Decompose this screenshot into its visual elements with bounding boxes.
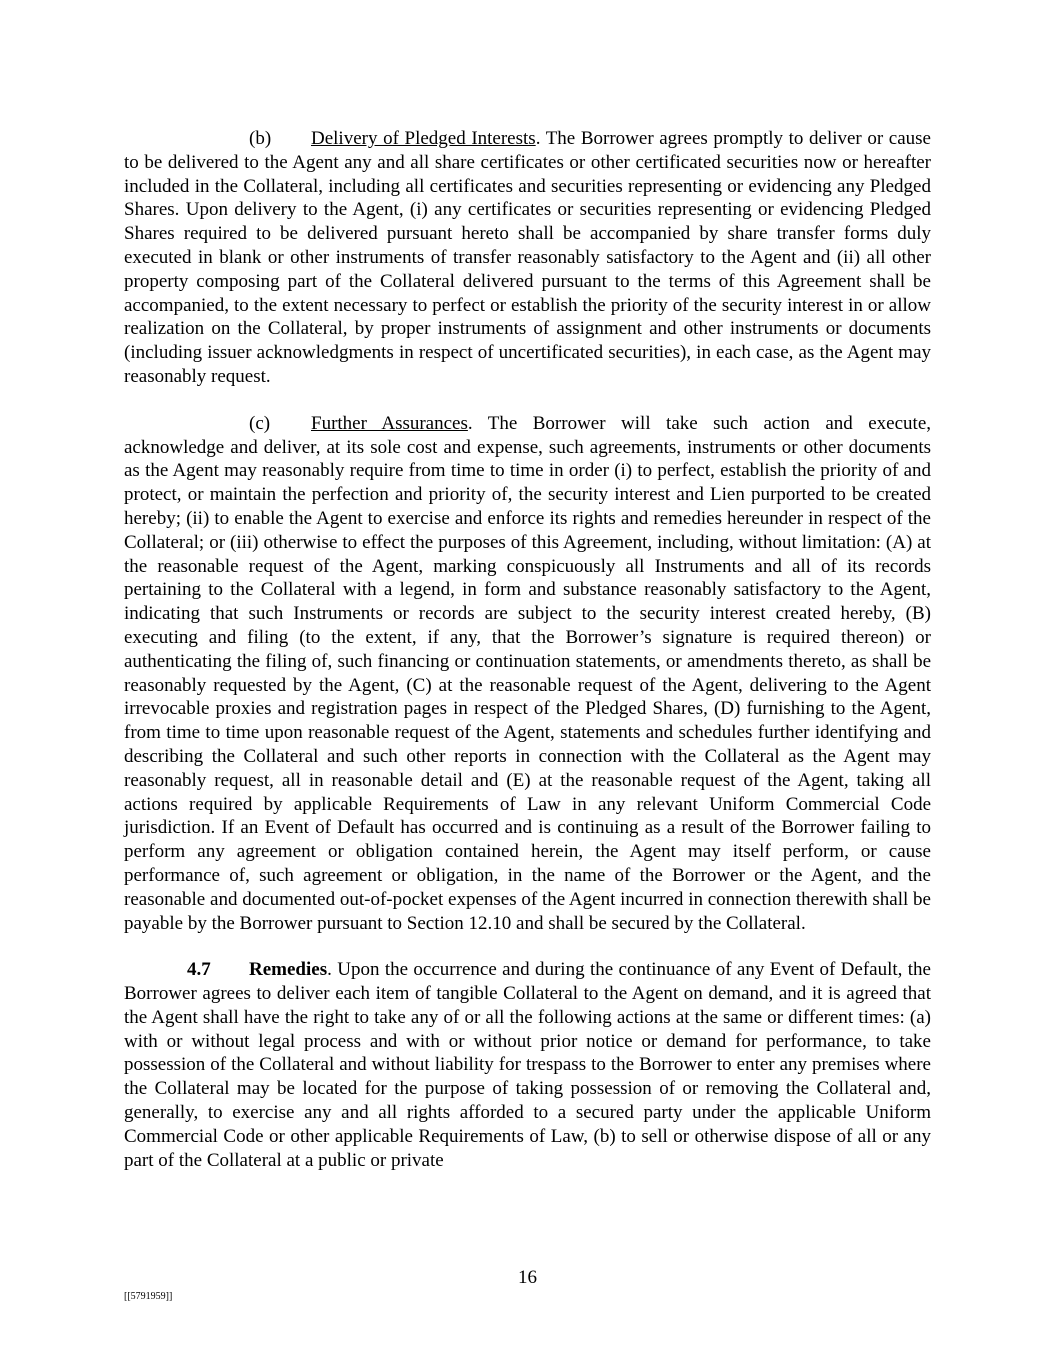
section-4-7-text: . Upon the occurrence and during the continuance of any Event of Default, the Borrower agrees to deliver each item of tangible Collateral to the Agent on demand, and it is agreed that the Agent shall have the right to take any of or all the following actions at the same or different times: (a) with or without legal process and with or without prior notice or demand for performance, to take possession of the Collateral and without liability for trespass to the Borrower to enter any premises where the Collateral may be located for the purpose of taking possession of or removing the Collateral and, generally, to exercise any and all rights afforded to a secured party under the applicable Uniform Commercial Code or other applicable Requirements of Law, (b) to sell or otherwise dispose of all or any part of the Collateral at a public or private	[124, 959, 931, 1171]
paragraph-b	[124, 127, 931, 389]
document-id: [[5791959]]	[124, 1291, 173, 1302]
paragraph-c-text: . The Borrower will take such action and execute, acknowledge and deliver, at its sole cost and expense, such agreements, instruments or other documents as the Agent may reasonably require from time to time in order (i) to perfect, establish the priority of and protect, or maintain the perfection and priority of, the security interest and Lien purported to be created hereby; (ii) to enable the Agent to exercise and enforce its rights and remedies hereunder in respect of the Collateral; or (iii) otherwise to effect the purposes of this Agreement, including, without limitation: (A) at the reasonable request of the Agent, marking conspicuously all Instruments and all of its records pertaining to the Collateral with a legend, in form and substance reasonably satisfactory to the Agent, indicating that such Instruments or records are subject to the security interest created hereby, (B) executing and filing (to the extent, if any, that the Borrower’s signature is required thereon) or authenticating the filing of, such financing or continuation statements, or amendments thereto, as shall be reasonably requested by the Agent, (C) at the reasonable request of the Agent, delivering to the Agent irrevocable proxies and registration pages in respect of the Pledged Shares, (D) furnishing to the Agent, from time to time upon reasonable request of the Agent, statements and schedules further identifying and describing the Collateral and such other reports in connection with the Collateral as the Agent may reasonably request, all in reasonable detail and (E) at the reasonable request of the Agent, taking all actions required by applicable Requirements of Law in any relevant Uniform Commercial Code jurisdiction. If an Event of Default has occurred and is continuing as a result of the Borrower failing to perform any agreement or obligation contained herein, the Agent may itself perform, or cause performance of, such agreement or obligation, in the name of the Borrower or the Agent, and the reasonable and documented out-of-pocket expenses of the Agent incurred in connection therewith shall be payable by the Borrower pursuant to Section 12.10 and shall be secured by the Collateral.	[124, 412, 932, 934]
document-body	[124, 127, 931, 1195]
paragraph-b-label: (b)	[249, 128, 272, 149]
section-4-7-number: 4.7	[187, 959, 211, 981]
page-number: 16	[518, 1267, 537, 1288]
paragraph-b-heading: Delivery of Pledged Interests	[311, 128, 536, 149]
paragraph-c	[124, 412, 931, 936]
section-4-7-heading: Remedies	[249, 959, 328, 981]
paragraph-b-text: . The Borrower agrees promptly to deliver or cause to be delivered to the Agent any and all share certificates or other certificated securities now or hereafter included in the Collateral, including all certificates and securities representing or evidencing any Pledged Shares. Upon delivery to the Agent, (i) any certificates or securities representing or evidencing Pledged Shares required to be delivered pursuant hereto shall be accompanied by share transfer forms duly executed in blank or other instruments of transfer reasonably satisfactory to the Agent and (ii) all other property composing part of the Collateral delivered pursuant to the terms of this Agreement shall be accompanied, to the extent necessary to perfect or establish the priority of the security interest in or allow realization on the Collateral, by proper instruments of assignment and other instruments or documents (including issuer acknowledgments in respect of uncertificated securities), in each case, as the Agent may reasonably request.	[124, 128, 931, 387]
paragraph-c-heading: Further Assurances	[311, 412, 468, 434]
section-4-7	[124, 958, 931, 1172]
paragraph-c-label: (c)	[249, 412, 271, 434]
